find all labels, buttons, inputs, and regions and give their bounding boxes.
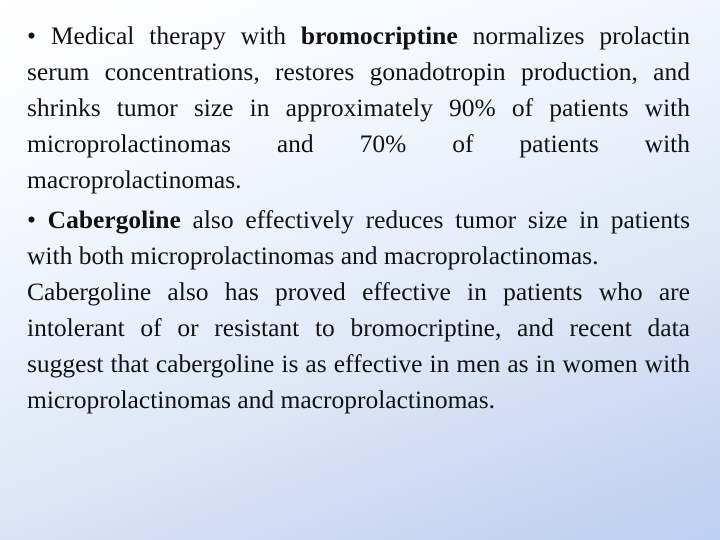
drug-name-bromocriptine: bromocriptine — [300, 21, 458, 50]
slide-body-text — [27, 18, 690, 418]
drug-name-cabergoline: Cabergoline — [47, 205, 181, 234]
bullet-marker: • — [27, 21, 36, 50]
paragraph-2-rest: also effectively reduces tumor size in patients with both microprolactinomas and macroprolactinomas. — [27, 205, 691, 270]
bullet-marker: • — [27, 205, 36, 234]
paragraph-cabergoline — [27, 202, 690, 274]
paragraph-1-lead: Medical therapy with — [50, 21, 301, 50]
paragraph-1-rest: normalizes prolactin serum concentrations, restores gonadotropin production, and shrinks tumor size in approximately 90% of patients with microprolactinomas and 70% of patients with macroprolactinomas. — [27, 21, 690, 194]
paragraph-cabergoline-efficacy: Cabergoline also has proved effective in patients who are intolerant of or resistant to bromocriptine, and recent data suggest that cabergoline is as effective in men as in women with microprolactinomas and macroprolactinomas. — [27, 277, 690, 414]
paragraph-bromocriptine — [27, 18, 690, 198]
